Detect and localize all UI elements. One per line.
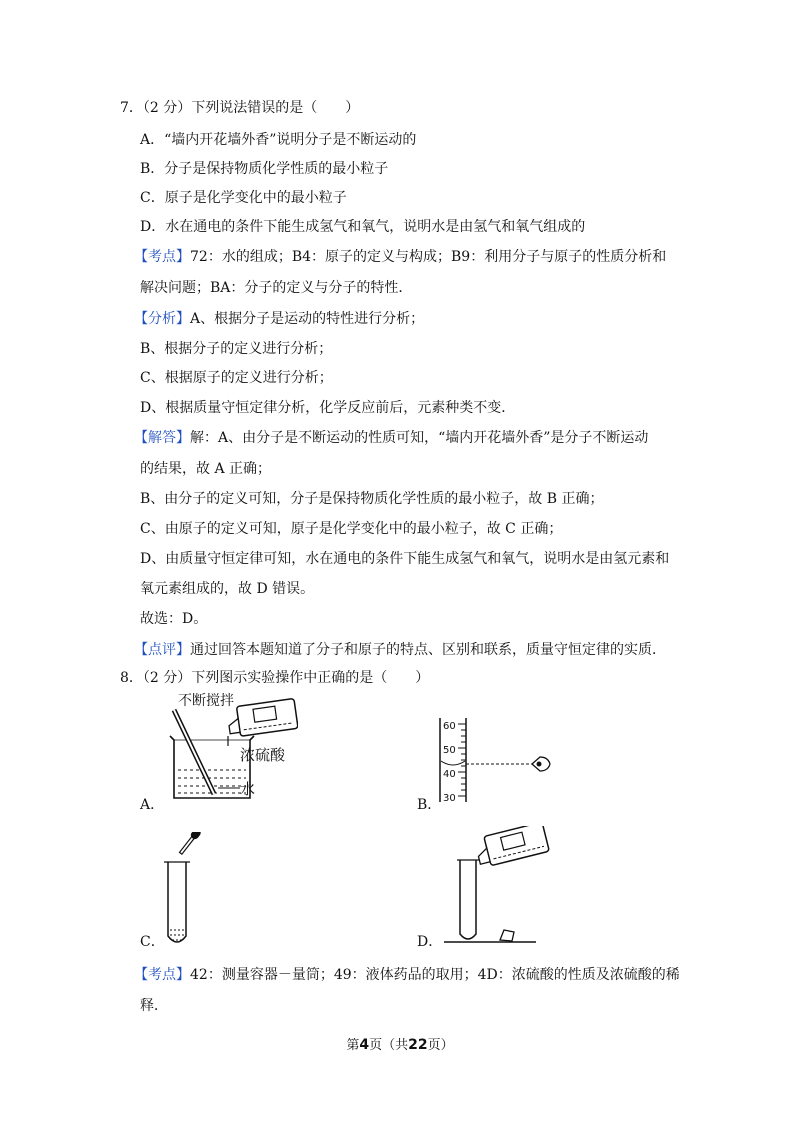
question-8-stem: 8．（2 分）下列图示实验操作中正确的是（ ） <box>120 670 430 686</box>
q8-kaodian-cont: 释． <box>140 998 168 1014</box>
q7-option-b: B．分子是保持物质化学性质的最小粒子 <box>140 161 389 177</box>
fig-a-label: A． <box>140 797 165 813</box>
tick-label: 30 <box>443 793 456 804</box>
q7-jieda-d: D、由质量守恒定律可知，水在通电的条件下能生成氢气和氧气，说明水是由氢元素和 <box>140 551 670 567</box>
footer-total-pages: 22 <box>408 1037 428 1053</box>
q7-fenxi-c: C、根据原子的定义进行分析； <box>140 370 333 386</box>
q8-kaodian <box>134 965 680 985</box>
q7-fenxi-d: D、根据质量守恒定律分析，化学反应前后，元素种类不变． <box>140 400 516 416</box>
q7-jieda-b: B、由分子的定义可知，分子是保持物质化学性质的最小粒子，故 B 正确； <box>140 491 604 507</box>
q7-jieda-d-cont: 氧元素组成的，故 D 错误。 <box>140 581 315 597</box>
q7-answer: 故选：D。 <box>140 611 208 627</box>
footer-prefix: 第 <box>346 1038 360 1053</box>
reagent-bottle-icon <box>227 698 298 737</box>
test-tube-icon <box>460 860 476 939</box>
fig-c-dropper-test-tube <box>160 832 220 952</box>
fig-a-acid-label: 浓硫酸 <box>240 746 286 764</box>
q7-option-a: A．“墙内开花墙外香”说明分子是不断运动的 <box>140 132 417 148</box>
test-tube-liquid <box>170 930 184 940</box>
liquid-meniscus <box>441 761 465 765</box>
fig-d-pouring-liquid <box>440 826 560 946</box>
fig-a-acid-dilution <box>158 690 298 808</box>
kaodian-tag: 【考点】 <box>134 249 190 265</box>
q7-option-c: C．原子是化学变化中的最小粒子 <box>140 190 347 206</box>
q7-fenxi-text: A、根据分子是运动的特性进行分析； <box>190 311 425 327</box>
footer-page-number: 4 <box>359 1037 370 1053</box>
fig-a-stir-label: 不断搅拌 <box>178 693 234 709</box>
cylinder-ticks <box>458 724 466 796</box>
q7-jieda-cont: 的结果，故 A 正确； <box>140 461 272 477</box>
q7-jieda <box>134 428 648 448</box>
fenxi-tag: 【分析】 <box>134 311 190 327</box>
fig-b-graduated-cylinder <box>436 714 556 806</box>
q8-kaodian-text: 42：测量容器－量筒；49：液体药品的取用；4D：浓硫酸的性质及浓硫酸的稀 <box>190 967 680 983</box>
dropper-icon <box>178 832 203 856</box>
q7-kaodian <box>134 247 666 267</box>
fig-d-label: D． <box>417 934 443 950</box>
jieda-tag: 【解答】 <box>134 430 190 446</box>
tick-label: 40 <box>443 769 456 780</box>
kaodian-tag: 【考点】 <box>134 967 190 983</box>
q7-jieda-c: C、由原子的定义可知，原子是化学变化中的最小粒子，故 C 正确； <box>140 521 563 537</box>
tick-label: 50 <box>443 745 456 756</box>
page-footer <box>0 1034 800 1053</box>
q7-dianping <box>134 640 666 660</box>
fig-b-label: B． <box>417 797 442 813</box>
footer-suffix: 页） <box>427 1038 454 1053</box>
q7-kaodian-text: 72：水的组成；B4：原子的定义与构成；B9：利用分子与原子的性质分析和 <box>190 249 667 265</box>
q7-option-d: D．水在通电的条件下能生成氢气和氧气，说明水是由氢气和氧气组成的 <box>140 219 586 235</box>
q7-dianping-text: 通过回答本题知道了分子和原子的特点、区别和联系，质量守恒定律的实质． <box>190 642 666 658</box>
q7-jieda-text: 解：A、由分子是不断运动的性质可知，“墙内开花墙外香”是分子不断运动 <box>190 430 649 446</box>
q7-fenxi <box>134 309 424 329</box>
q7-fenxi-b: B、根据分子的定义进行分析； <box>140 341 333 357</box>
question-7-stem: 7．（2 分）下列说法错误的是（ ） <box>120 100 360 116</box>
footer-mid: 页（共 <box>369 1038 409 1053</box>
reagent-bottle-icon <box>474 826 549 868</box>
q7-kaodian-cont: 解决问题；BA：分子的定义与分子的特性． <box>140 280 413 296</box>
fig-a-water-label: 水 <box>240 780 256 798</box>
eye-icon <box>532 757 550 771</box>
dianping-tag: 【点评】 <box>134 642 190 658</box>
bottle-stopper-icon <box>500 930 514 941</box>
tick-label: 60 <box>443 721 456 732</box>
fig-c-label: C． <box>140 934 165 950</box>
